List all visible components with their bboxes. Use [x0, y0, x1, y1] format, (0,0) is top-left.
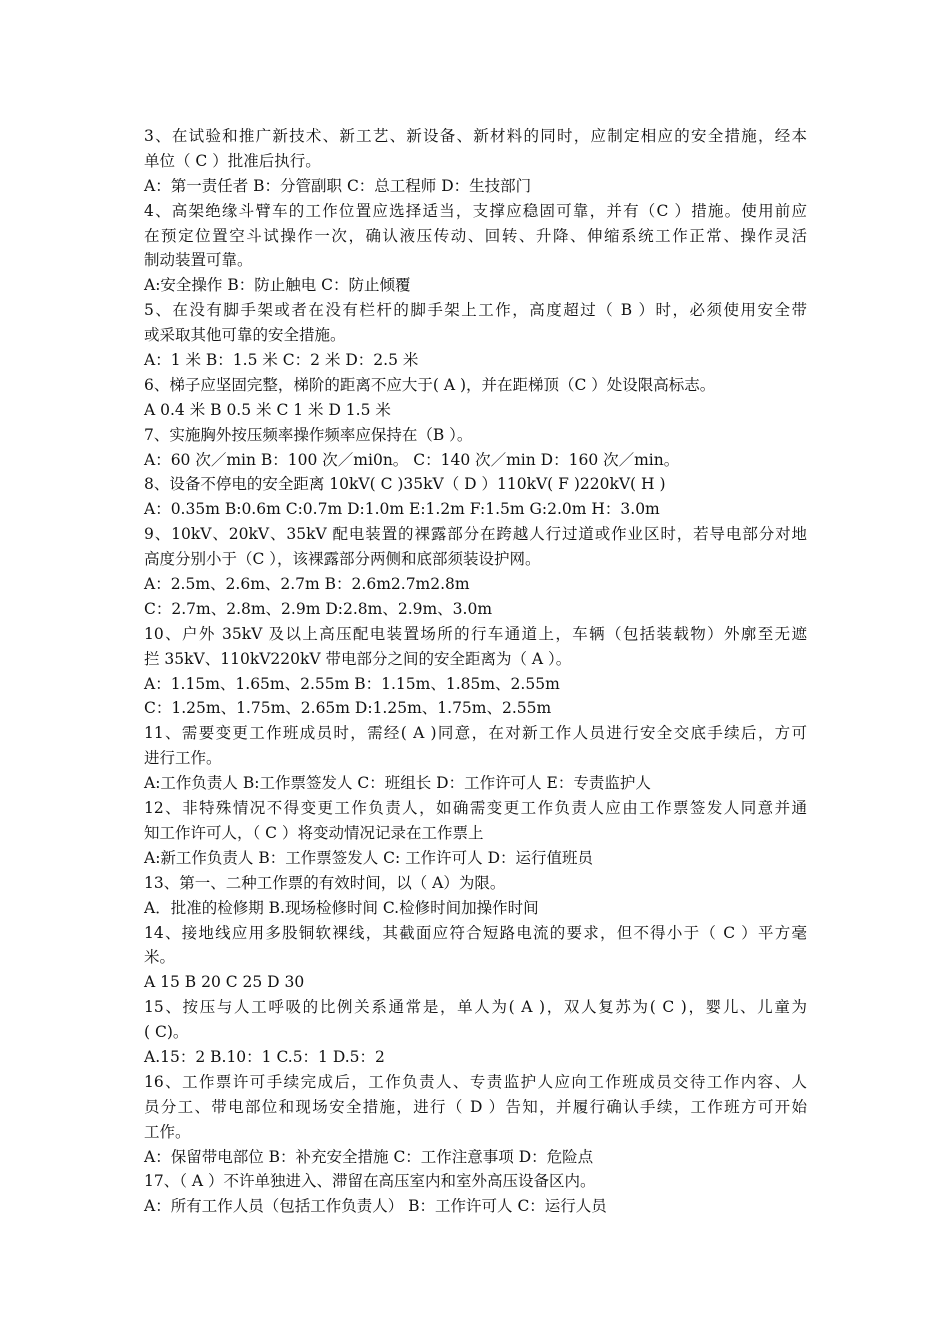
text-line: A：1.15m、1.65m、2.55m B：1.15m、1.85m、2.55m	[144, 674, 560, 693]
text-line: A:新工作负责人 B：工作票签发人 C: 工作许可人 D：运行值班员	[144, 848, 594, 867]
text-line: 8、设备不停电的安全距离 10kV( C )35kV（ D ）110kV( F )220kV( H )	[144, 475, 666, 494]
text-line: 知工作许可人，（ C ）将变动情况记录在工作票上	[144, 823, 484, 842]
text-line: 工作。	[144, 1122, 191, 1141]
text-line: 16、工作票许可手续完成后，工作负责人、专责监护人应向工作班成员交待工作内容、人	[144, 1072, 807, 1091]
text-line: 制动装置可靠。	[144, 251, 253, 270]
text-line: 米。	[144, 948, 176, 967]
text-line: A:工作负责人 B:工作票签发人 C：班组长 D：工作许可人 E：专责监护人	[144, 774, 651, 793]
text-line: 在预定位置空斗试操作一次，确认液压传动、回转、升降、伸缩系统工作正常、操作灵活	[144, 226, 807, 245]
text-line: A：1 米 B：1.5 米 C：2 米 D：2.5 米	[144, 351, 419, 370]
text-line: 10、户外 35kV 及以上高压配电装置场所的行车通道上，车辆（包括装载物）外廓至无遮	[144, 624, 807, 643]
text-line: A.15：2 B.10：1 C.5：1 D.5：2	[144, 1047, 385, 1066]
text-line: 单位（ C ）批准后执行。	[144, 151, 321, 170]
text-line: C：2.7m、2.8m、2.9m D:2.8m、2.9m、3.0m	[144, 599, 493, 618]
text-line: 11、需要变更工作班成员时，需经( A )同意，在对新工作人员进行安全交底手续后，方可	[144, 724, 807, 743]
text-line: 9、10kV、20kV、35kV 配电装置的裸露部分在跨越人行过道或作业区时，若导电部分对地	[144, 525, 807, 544]
text-line: A：保留带电部位 B：补充安全措施 C：工作注意事项 D：危险点	[144, 1147, 594, 1166]
text-line: 14、接地线应用多股铜软裸线，其截面应符合短路电流的要求，但不得小于（ C ）平方毫	[144, 923, 807, 942]
text-line: 17、（ A ）不许单独进入、滞留在高压室内和室外高压设备区内。	[144, 1172, 596, 1191]
text-line: 7、实施胸外按压频率操作频率应保持在（B ）。	[144, 425, 473, 444]
text-line: 12、非特殊情况不得变更工作负责人，如确需变更工作负责人应由工作票签发人同意并通	[144, 799, 807, 818]
text-line: A：2.5m、2.6m、2.7m B：2.6m2.7m2.8m	[144, 575, 470, 594]
text-line: A：第一责任者 B：分管副职 C：总工程师 D：生技部门	[144, 176, 532, 195]
text-line: 或采取其他可靠的安全措施。	[144, 326, 346, 345]
text-line: A 15 B 20 C 25 D 30	[144, 973, 305, 992]
text-line: C：1.25m、1.75m、2.65m D:1.25m、1.75m、2.55m	[144, 699, 552, 718]
text-line: ( C)。	[144, 1023, 189, 1042]
text-line: A：60 次／min B：100 次／mi0n。 C：140 次／min D：160 次／min。	[144, 450, 680, 469]
text-line: 高度分别小于（C ），该裸露部分两侧和底部须装设护网。	[144, 550, 541, 569]
text-line: 5、在没有脚手架或者在没有栏杆的脚手架上工作，高度超过（ B ）时，必须使用安全带	[144, 301, 807, 320]
text-line: A：0.35m B:0.6m C:0.7m D:1.0m E:1.2m F:1.5m G:2.0m H：3.0m	[144, 500, 660, 519]
text-line: A：所有工作人员（包括工作负责人） B：工作许可人 C：运行人员	[144, 1197, 607, 1216]
text-line: 4、高架绝缘斗臂车的工作位置应选择适当，支撑应稳固可靠，并有（C ）措施。使用前应	[144, 201, 807, 220]
text-line: 13、第一、二种工作票的有效时间，以（ A）为限。	[144, 873, 506, 892]
text-line: 员分工、带电部位和现场安全措施，进行（ D ）告知，并履行确认手续，工作班方可开始	[144, 1097, 807, 1116]
text-line: 拦 35kV、110kV220kV 带电部分之间的安全距离为（ A ）。	[144, 649, 572, 668]
text-line: A:安全操作 B：防止触电 C：防止倾覆	[144, 276, 411, 295]
text-line: 进行工作。	[144, 749, 222, 768]
text-line: 3、在试验和推广新技术、新工艺、新设备、新材料的同时，应制定相应的安全措施，经本	[144, 127, 807, 145]
text-line: 15、按压与人工呼吸的比例关系通常是，单人为( A )，双人复苏为( C )，婴儿、儿童为	[144, 998, 807, 1017]
text-line: A．批准的检修期 B.现场检修时间 C.检修时间加操作时间	[144, 898, 539, 917]
text-line: A 0.4 米 B 0.5 米 C 1 米 D 1.5 米	[144, 400, 391, 419]
document-body	[144, 124, 807, 1219]
text-line: 6、梯子应坚固完整，梯阶的距离不应大于( A )，并在距梯顶（C ）处设限高标志。	[144, 375, 716, 394]
